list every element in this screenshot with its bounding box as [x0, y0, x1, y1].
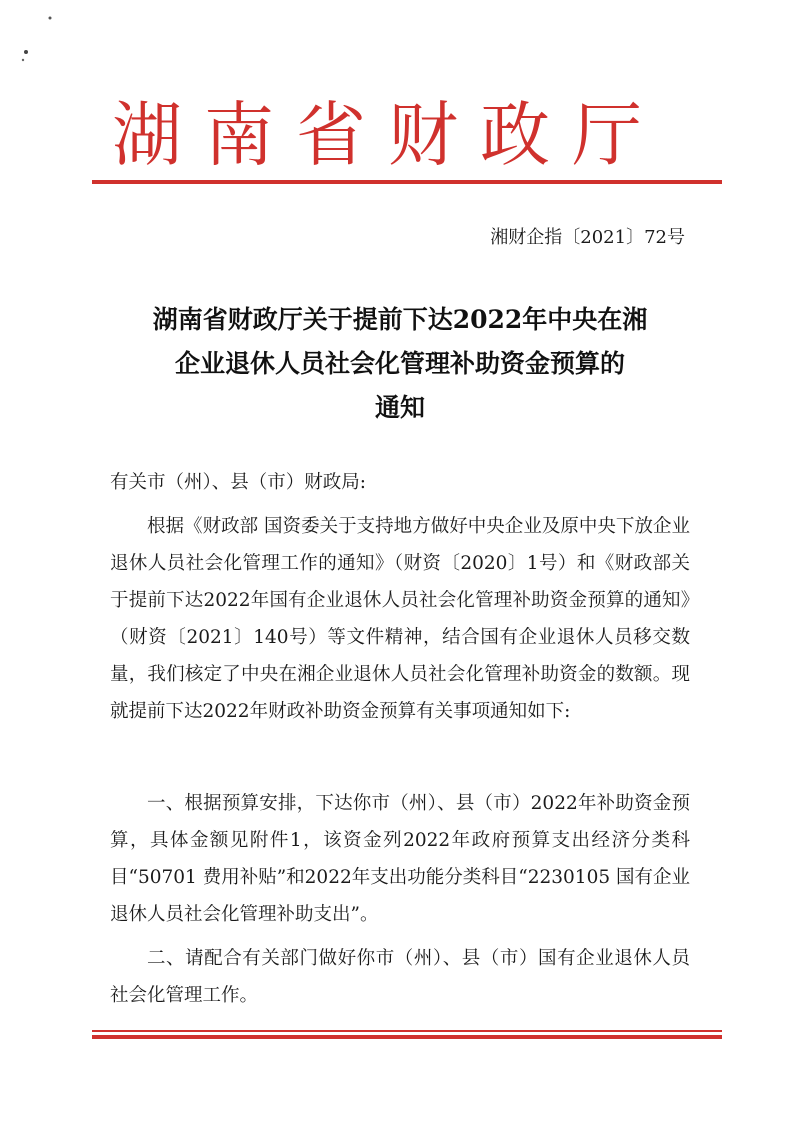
title-line: 通知 [374, 393, 425, 422]
footer-red-rule-thick [92, 1035, 722, 1039]
issuer-header: 湖南省财政厅 [112, 94, 664, 176]
salutation: 有关市（州）、县（市）财政局: [110, 472, 366, 493]
header-red-rule [92, 180, 722, 184]
title-line: 企业退休人员社会化管理补助资金预算的 [174, 349, 625, 378]
body-paragraph: 一、根据预算安排，下达你市（州）、县（市）2022年补助资金预算，具体金额见附件1，该资金列2022年政府预算支出经济分类科目“50701 费用补贴”和2022年支出功能分类科目“2230105 国有企业退休人员社会化管理补助支出”。 [110, 793, 690, 925]
title-line: 湖南省财政厅关于提前下达2022年中央在湘 [152, 305, 648, 334]
body-paragraph: 二、请配合有关部门做好你市（州）、县（市）国有企业退休人员社会化管理工作。 [110, 948, 690, 1006]
footer-red-rule-thin [92, 1030, 722, 1032]
document-title [95, 298, 705, 430]
body-paragraph: 根据《财政部 国资委关于支持地方做好中央企业及原中央下放企业退休人员社会化管理工作的通知》（财资〔2020〕1号）和《财政部关于提前下达2022年国有企业退休人员社会化管理补助资金预算的通知》（财资〔2021〕140号）等文件精神，结合国有企业退休人员移交数量，我们核定了中央在湘企业退休人员社会化管理补助资金的数额。现就提前下达2022年财政补助资金预算有关事项通知如下: [110, 516, 690, 722]
document-number: 湘财企指〔2021〕72号 [490, 227, 685, 248]
scan-specks [10, 10, 70, 70]
